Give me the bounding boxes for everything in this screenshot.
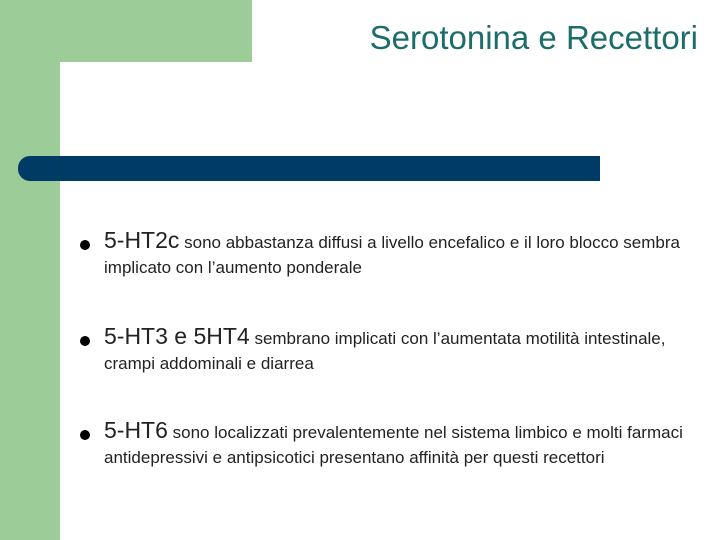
bullet-description: sono localizzati prevalentemente nel sistema limbico e molti farmaci antidepressivi e antipsicotici presentano affinità per questi recettori: [104, 423, 683, 467]
bullet-description: sembrano implicati con l’aumentata motilità intestinale, crampi addominali e diarrea: [104, 329, 666, 373]
bullet-dot-icon: [80, 430, 90, 440]
bullet-description: sono abbastanza diffusi a livello encefalico e il loro blocco sembra implicato con l’aumento ponderale: [104, 233, 680, 277]
background-green-sidebar: [0, 0, 60, 540]
bullet-text: [104, 418, 684, 470]
slide-title: Serotonina e Recettori: [369, 19, 698, 56]
receptor-name: 5-HT6: [104, 417, 168, 443]
background-green-header: [0, 0, 252, 62]
bullet-text: [104, 324, 684, 376]
bullet-dot-icon: [80, 240, 90, 250]
title-divider-bar: [18, 156, 600, 181]
bullet-dot-icon: [80, 336, 90, 346]
receptor-name: 5-HT2c: [104, 227, 180, 253]
bullet-text: [104, 228, 684, 280]
receptor-name: 5-HT3 e 5HT4: [104, 323, 250, 349]
